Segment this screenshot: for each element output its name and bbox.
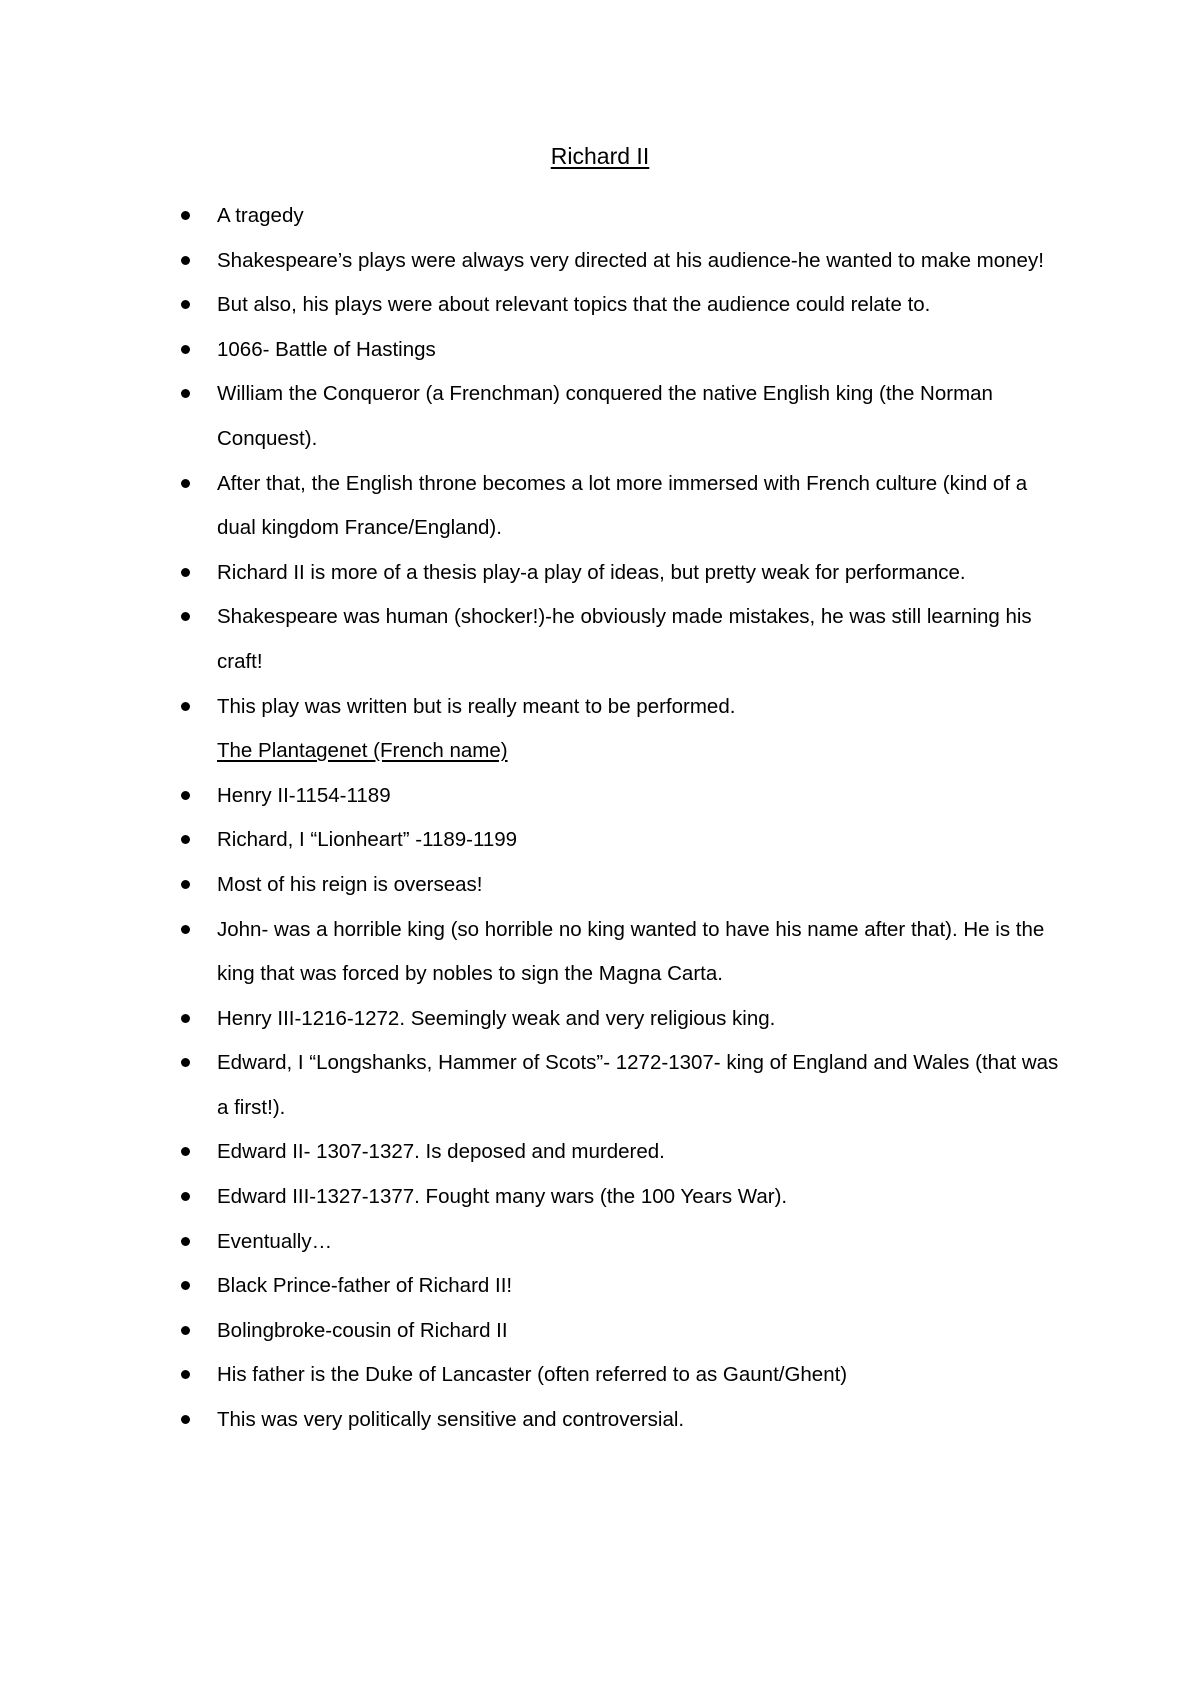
bullet-text: Edward III-1327-1377. Fought many wars (the 100 Years War). <box>217 1185 788 1209</box>
bullet-icon <box>181 791 190 800</box>
bullet-text: Bolingbroke-cousin of Richard II <box>217 1318 508 1342</box>
bullet-text: John- was a horrible king (so horrible no king wanted to have his name after that). He is the king that was forced by nobles to sign the Magna Carta. <box>217 917 1045 986</box>
bullet-icon <box>181 1415 190 1424</box>
bullet-text: Richard II is more of a thesis play-a play of ideas, but pretty weak for performance. <box>217 560 966 584</box>
bullet-item <box>0 1130 1063 1175</box>
bullet-text: Edward, I “Longshanks, Hammer of Scots”- 1272-1307- king of England and Wales (that was a first!). <box>217 1051 1059 1119</box>
bullet-icon <box>181 1014 190 1023</box>
bullet-item <box>0 551 1063 596</box>
bullet-item <box>0 328 1063 373</box>
bullet-icon <box>181 1058 190 1067</box>
bullet-item <box>0 283 1063 328</box>
bullet-icon <box>181 925 190 934</box>
bullet-icon <box>181 256 190 265</box>
bullet-text: After that, the English throne becomes a lot more immersed with French culture (kind of a dual kingdom France/England). <box>217 471 1028 540</box>
bullet-icon <box>181 1192 190 1201</box>
bullet-text: Henry II-1154-1189 <box>217 783 391 807</box>
bullet-item <box>0 1041 1063 1130</box>
bullet-item <box>0 1398 1063 1443</box>
bullet-item <box>0 462 1063 551</box>
bullet-text: His father is the Duke of Lancaster (often referred to as Gaunt/Ghent) <box>217 1363 848 1387</box>
bullet-icon <box>181 479 190 488</box>
bullet-text: But also, his plays were about relevant topics that the audience could relate to. <box>217 293 931 317</box>
bullet-text: This was very politically sensitive and controversial. <box>217 1408 685 1432</box>
document-title <box>0 142 1200 170</box>
bullet-text: Black Prince-father of Richard II! <box>217 1274 513 1298</box>
section-subheading <box>0 729 1063 774</box>
bullet-text: Richard, I “Lionheart” -1189-1199 <box>217 828 518 852</box>
bullet-item <box>0 1309 1063 1354</box>
bullet-item <box>0 863 1063 908</box>
bullet-item <box>0 997 1063 1042</box>
bullet-icon <box>181 1237 190 1246</box>
bullet-text: William the Conqueror (a Frenchman) conquered the native English king (the Norman Conquest). <box>217 382 993 450</box>
bullet-icon <box>181 300 190 309</box>
bullet-item <box>0 908 1063 997</box>
bullet-text: 1066- Battle of Hastings <box>217 337 436 361</box>
bullet-text: This play was written but is really meant to be performed. <box>217 694 736 718</box>
bullet-item <box>0 1353 1063 1398</box>
bullet-icon <box>181 1147 190 1156</box>
bullet-icon <box>181 211 190 220</box>
bullet-text: Shakespeare’s plays were always very directed at his audience-he wanted to make money! <box>217 248 1044 272</box>
bullet-icon <box>181 835 190 844</box>
bullet-icon <box>181 389 190 398</box>
bullet-icon <box>181 568 190 577</box>
bullet-text: Shakespeare was human (shocker!)-he obviously made mistakes, he was still learning his craft! <box>217 605 1032 673</box>
bullet-item <box>0 194 1063 239</box>
bullet-text: A tragedy <box>217 204 304 227</box>
bullet-text: Henry III-1216-1272. Seemingly weak and very religious king. <box>217 1006 776 1030</box>
title-text: Richard II <box>550 143 650 169</box>
bullet-icon <box>181 1326 190 1335</box>
bullet-icon <box>181 702 190 711</box>
bullet-item <box>0 685 1063 730</box>
bullet-item <box>0 372 1063 461</box>
bullet-icon <box>181 1281 190 1290</box>
bullet-text: Edward II- 1307-1327. Is deposed and murdered. <box>217 1140 665 1164</box>
bullet-item <box>0 595 1063 684</box>
bullet-item <box>0 239 1063 284</box>
bullet-item <box>0 1264 1063 1309</box>
bullet-item <box>0 1175 1063 1220</box>
bullet-icon <box>181 1370 190 1379</box>
bullet-item <box>0 1220 1063 1265</box>
bullet-icon <box>181 880 190 889</box>
bullet-item <box>0 774 1063 819</box>
bullet-text: Most of his reign is overseas! <box>217 872 483 896</box>
bullet-icon <box>181 612 190 621</box>
bullet-text: Eventually… <box>217 1229 333 1253</box>
bullet-icon <box>181 345 190 354</box>
subheading-text: The Plantagenet (French name) <box>217 739 508 763</box>
bullet-item <box>0 818 1063 863</box>
notes-list <box>0 194 1200 1443</box>
